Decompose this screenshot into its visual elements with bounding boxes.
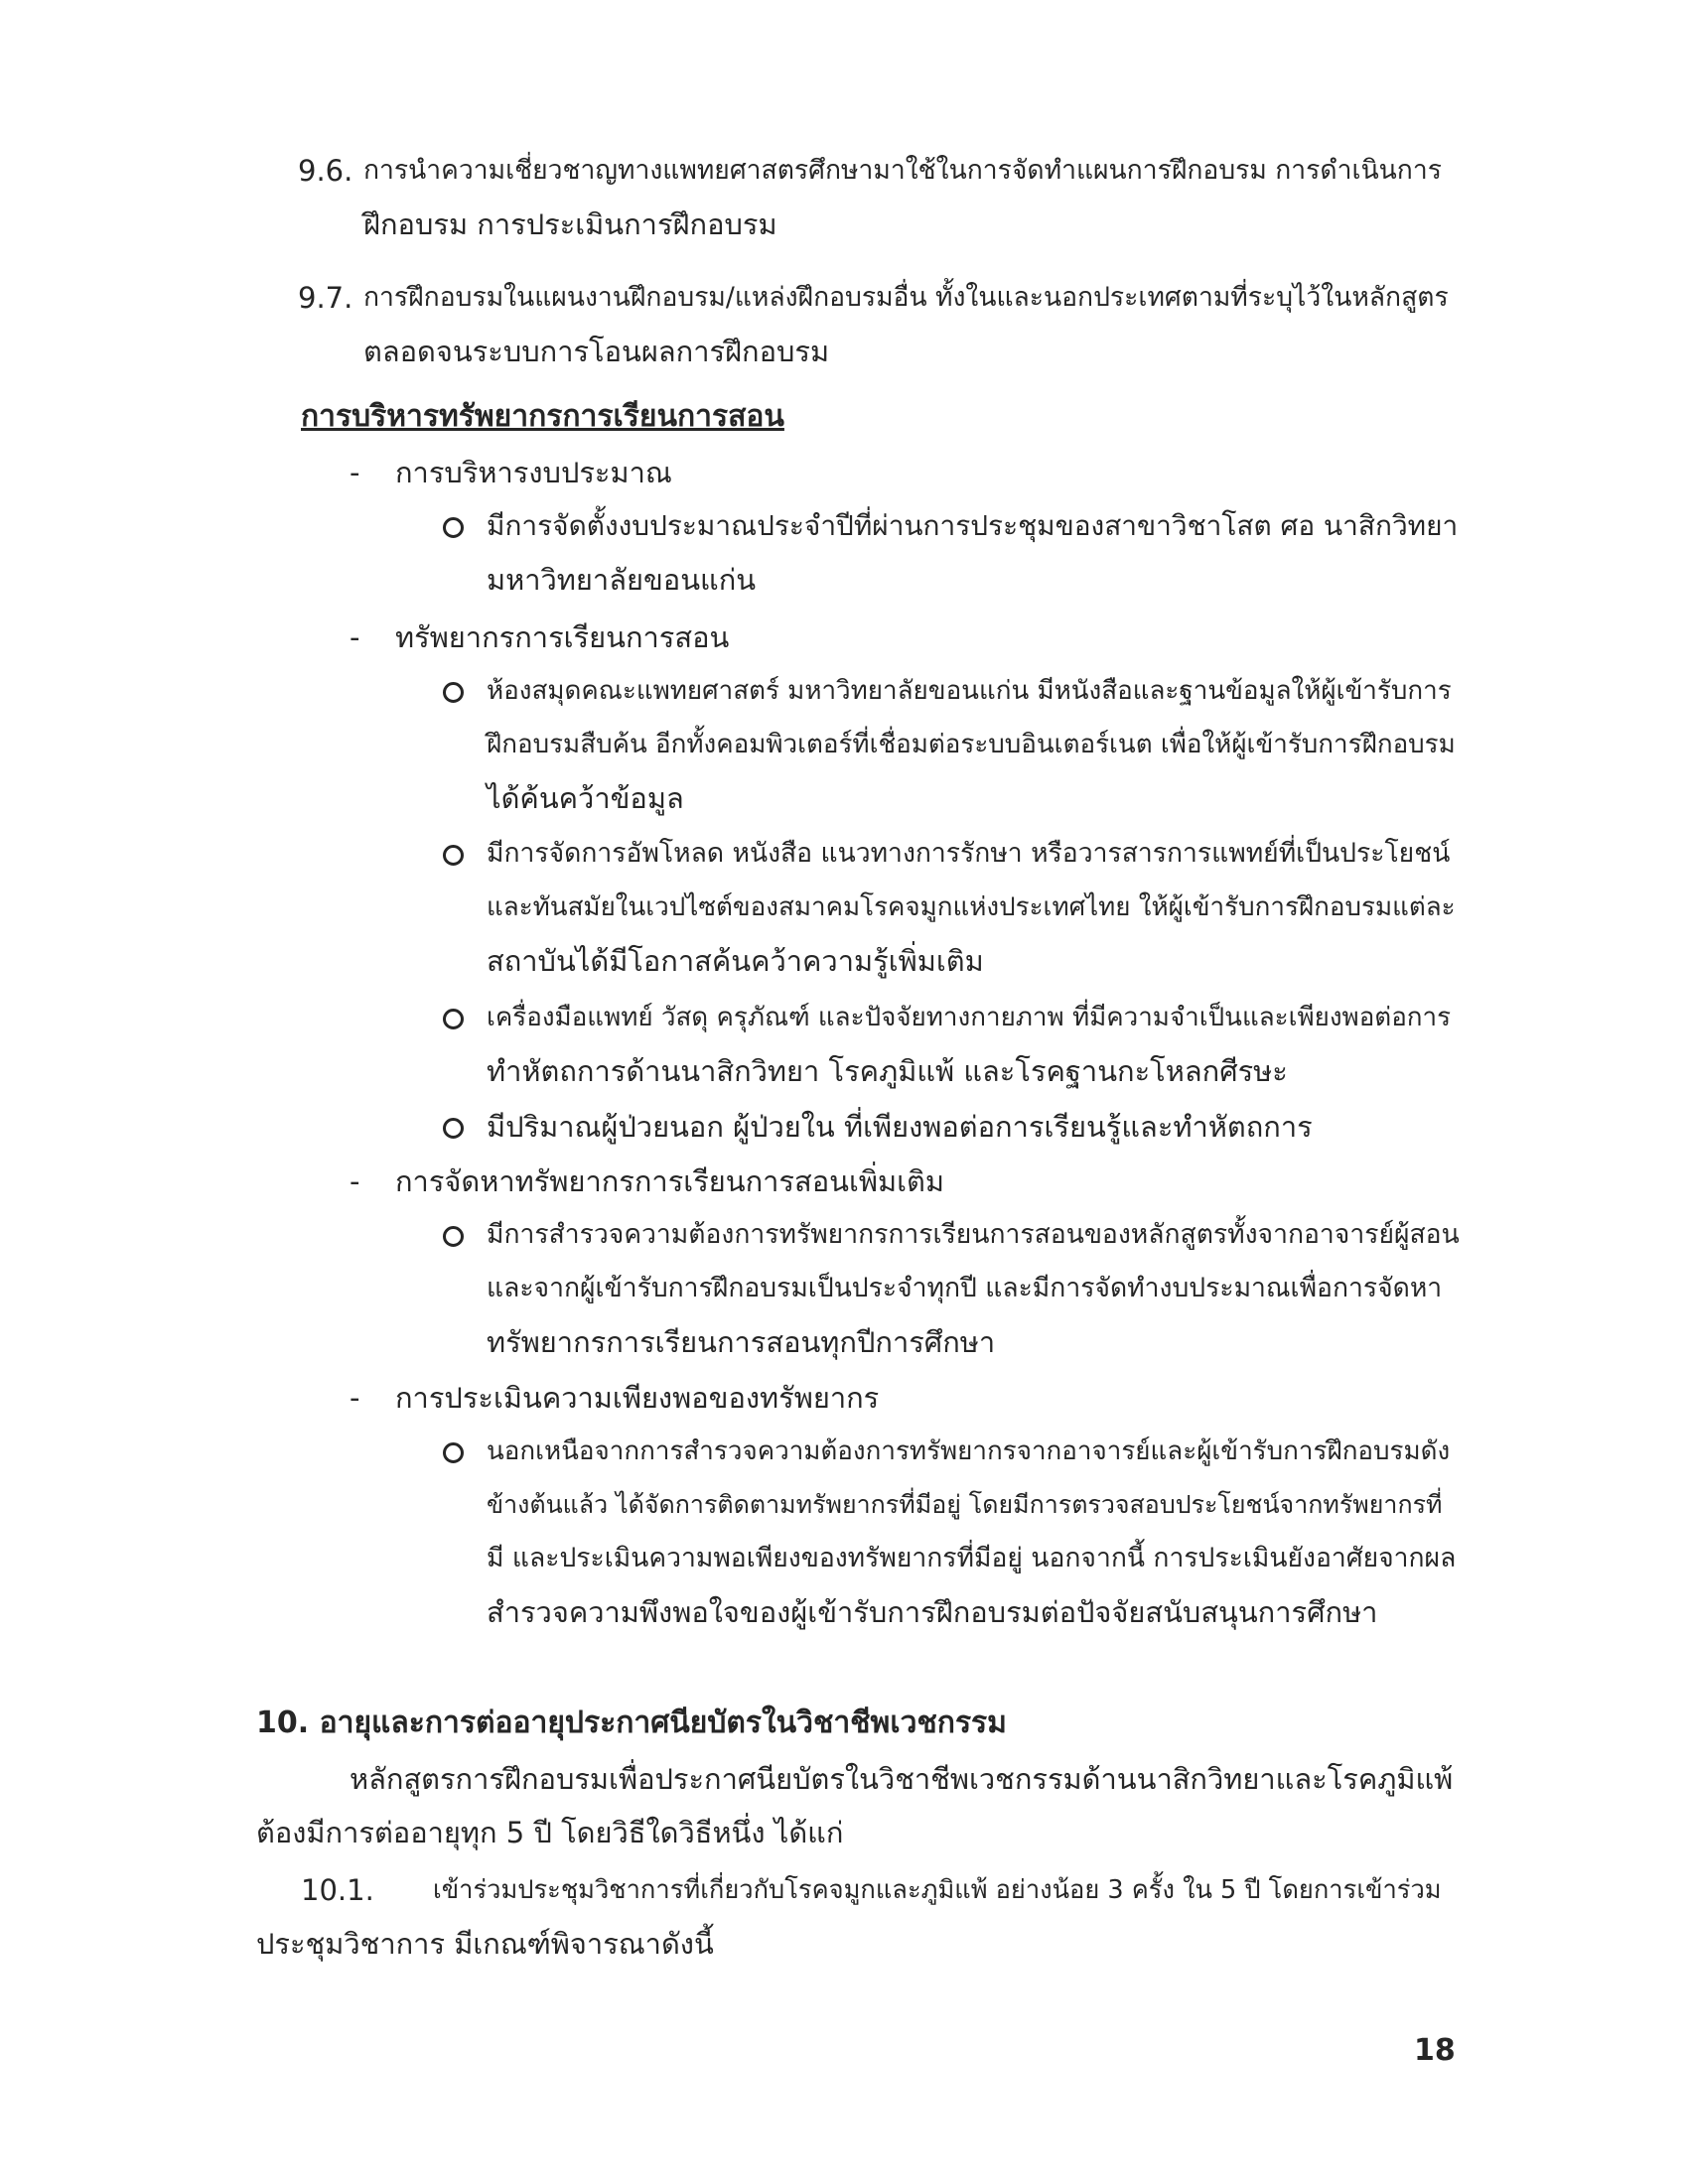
item-number: 9.7. bbox=[298, 281, 353, 315]
section-heading: การบริหารทรัพยากรการเรียนการสอน bbox=[301, 399, 784, 434]
bullet-text-line: ทรัพยากรการเรียนการสอนทุกปีการศึกษา bbox=[487, 1325, 996, 1359]
circle-bullet-icon bbox=[443, 1118, 464, 1139]
bullet-text-line: นอกเหนือจากการสำรวจความต้องการทรัพยากรจากอาจารย์และผู้เข้ารับการฝึกอบรมดัง bbox=[487, 1436, 1451, 1466]
circle-bullet-icon bbox=[443, 1442, 464, 1463]
bullet-text-line: สถาบันได้มีโอกาสค้นคว้าความรู้เพิ่มเติม bbox=[487, 944, 984, 978]
bullet-text-line: ฝึกอบรมสืบค้น อีกทั้งคอมพิวเตอร์ที่เชื่อมต่อระบบอินเตอร์เนต เพื่อให้ผู้เข้ารับการฝึกอบรม bbox=[487, 730, 1456, 759]
circle-bullet-icon bbox=[443, 1009, 464, 1029]
item-text-line: ตลอดจนระบบการโอนผลการฝึกอบรม bbox=[363, 335, 830, 368]
bullet-text-line: มีปริมาณผู้ป่วยนอก ผู้ป่วยใน ที่เพียงพอต่อการเรียนรู้และทำหัตถการ bbox=[487, 1110, 1313, 1144]
group-title: การประเมินความเพียงพอของทรัพยากร bbox=[395, 1381, 880, 1415]
circle-bullet-icon bbox=[443, 682, 464, 703]
bullet-text-line: เครื่องมือแพทย์ วัสดุ ครุภัณฑ์ และปัจจัยทางกายภาพ ที่มีความจำเป็นและเพียงพอต่อการ bbox=[487, 1003, 1452, 1032]
bullet-text-line: มีการจัดการอัพโหลด หนังสือ แนวทางการรักษา หรือวารสารการแพทย์ที่เป็นประโยชน์ bbox=[487, 838, 1451, 869]
item-text-line: การฝึกอบรมในแผนงานฝึกอบรม/แหล่งฝึกอบรมอื่น ทั้งในและนอกประเทศตามที่ระบุไว้ในหลักสูตร bbox=[363, 282, 1449, 313]
bullet-text-line: และทันสมัยในเวปไซต์ของสมาคมโรคจมูกแห่งประเทศไทย ให้ผู้เข้ารับการฝึกอบรมแต่ละ bbox=[487, 892, 1456, 922]
dash-bullet: - bbox=[350, 1381, 360, 1415]
paragraph-line: หลักสูตรการฝึกอบรมเพื่อประกาศนียบัตรในวิชาชีพเวชกรรมด้านนาสิกวิทยาและโรคภูมิแพ้ bbox=[350, 1762, 1454, 1796]
bullet-text-line: ได้ค้นคว้าข้อมูล bbox=[487, 781, 684, 815]
dash-bullet: - bbox=[350, 1164, 360, 1198]
item-text-line: ฝึกอบรม การประเมินการฝึกอบรม bbox=[363, 207, 777, 241]
bullet-text-line: มหาวิทยาลัยขอนแก่น bbox=[487, 563, 757, 597]
circle-bullet-icon bbox=[443, 845, 464, 866]
item-text-line: เข้าร่วมประชุมวิชาการที่เกี่ยวกับโรคจมูกและภูมิแพ้ อย่างน้อย 3 ครั้ง ใน 5 ปี โดยการเข้าร่วม bbox=[433, 1875, 1442, 1905]
item-number: 10.1. bbox=[301, 1873, 374, 1907]
item-text-line: ประชุมวิชาการ มีเกณฑ์พิจารณาดังนี้ bbox=[256, 1927, 714, 1961]
bullet-text-line: มีการจัดตั้งงบประมาณประจำปีที่ผ่านการประชุมของสาขาวิชาโสต ศอ นาสิกวิทยา bbox=[487, 509, 1459, 542]
item-number: 9.6. bbox=[298, 154, 353, 188]
bullet-text-line: มี และประเมินความพอเพียงของทรัพยากรที่มีอยู่ นอกจากนี้ การประเมินยังอาศัยจากผล bbox=[487, 1543, 1457, 1573]
group-title: ทรัพยากรการเรียนการสอน bbox=[395, 620, 730, 654]
dash-bullet: - bbox=[350, 620, 360, 654]
circle-bullet-icon bbox=[443, 1226, 464, 1247]
dash-bullet: - bbox=[350, 456, 360, 489]
group-title: การจัดหาทรัพยากรการเรียนการสอนเพิ่มเติม bbox=[395, 1164, 944, 1198]
circle-bullet-icon bbox=[443, 517, 464, 538]
bullet-text-line: สำรวจความพึงพอใจของผู้เข้ารับการฝึกอบรมต่อปัจจัยสนับสนุนการศึกษา bbox=[487, 1595, 1378, 1629]
paragraph-line: ต้องมีการต่ออายุทุก 5 ปี โดยวิธีใดวิธีหนึ่ง ได้แก่ bbox=[256, 1816, 844, 1849]
page-number: 18 bbox=[1414, 2033, 1456, 2068]
group-title: การบริหารงบประมาณ bbox=[395, 456, 672, 489]
item-text-line: การนำความเชี่ยวชาญทางแพทยศาสตรศึกษามาใช้ในการจัดทำแผนการฝึกอบรม การดำเนินการ bbox=[363, 155, 1442, 186]
bullet-text-line: มีการสำรวจความต้องการทรัพยากรการเรียนการสอนของหลักสูตรทั้งจากอาจารย์ผู้สอน bbox=[487, 1219, 1460, 1250]
section-10-title: 10. อายุและการต่ออายุประกาศนียบัตรในวิชาชีพเวชกรรม bbox=[256, 1706, 1007, 1740]
bullet-text-line: และจากผู้เข้ารับการฝึกอบรมเป็นประจำทุกปี และมีการจัดทำงบประมาณเพื่อการจัดหา bbox=[487, 1273, 1443, 1303]
bullet-text-line: ทำหัตถการด้านนาสิกวิทยา โรคภูมิแพ้ และโรคฐานกะโหลกศีรษะ bbox=[487, 1054, 1288, 1088]
bullet-text-line: ข้างต้นแล้ว ได้จัดการติดตามทรัพยากรที่มีอยู่ โดยมีการตรวจสอบประโยชน์จากทรัพยากรที่ bbox=[487, 1490, 1443, 1519]
bullet-text-line: ห้องสมุดคณะแพทยศาสตร์ มหาวิทยาลัยขอนแก่น มีหนังสือและฐานข้อมูลให้ผู้เข้ารับการ bbox=[487, 676, 1452, 706]
